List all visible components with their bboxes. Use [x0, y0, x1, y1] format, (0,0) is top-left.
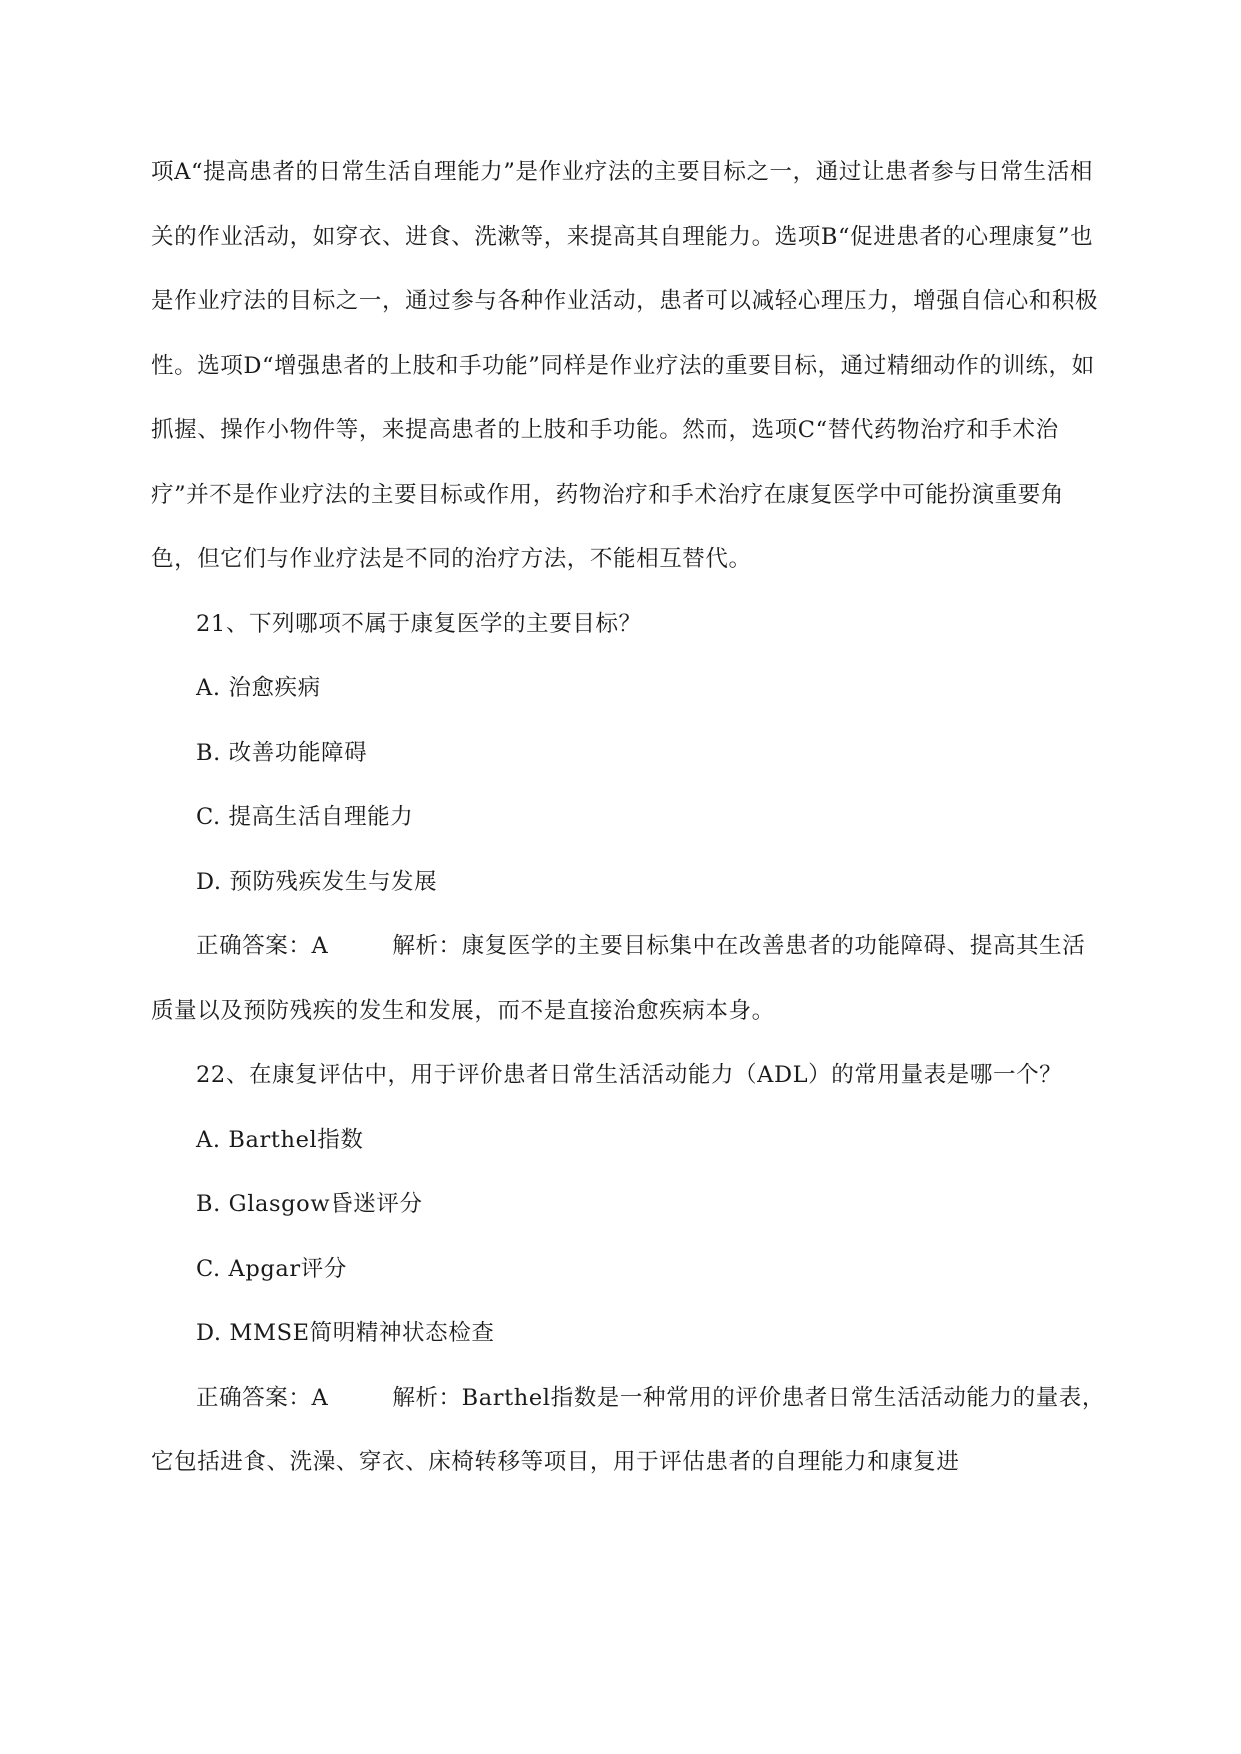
option-d: D. MMSE简明精神状态检查	[196, 1320, 495, 1346]
correct-answer: 正确答案：A	[196, 1384, 329, 1411]
question-number: 21、	[196, 610, 249, 637]
analysis-text: 解析：Barthel指数是一种常用的评价患者日常生活活动能力的量表，它包括进食、洗澡、穿衣、床椅转移等项目，用于评估患者的自理能力和康复进	[151, 1384, 1106, 1475]
option-a: A. 治愈疾病	[196, 675, 321, 701]
analysis-text: 解析：康复医学的主要目标集中在改善患者的功能障碍、提高其生活质量以及预防残疾的发生和发展，而不是直接治愈疾病本身。	[151, 933, 1086, 1024]
question-22	[151, 1043, 1106, 1495]
intro-explanation: 项A“提高患者的日常生活自理能力”是作业疗法的主要目标之一，通过让患者参与日常生活相关的作业活动，如穿衣、进食、洗漱等，来提高其自理能力。选项B“促进患者的心理康复”也是作业疗法的目标之一，通过参与各种作业活动，患者可以减轻心理压力，增强自信心和积极性。选项D“增强患者的上肢和手功能”同样是作业疗法的重要目标，通过精细动作的训练，如抓握、操作小物件等，来提高患者的上肢和手功能。然而，选项C“替代药物治疗和手术治疗”并不是作业疗法的主要目标或作用，药物治疗和手术治疗在康复医学中可能扮演重要角色，但它们与作业疗法是不同的治疗方法，不能相互替代。	[151, 159, 1099, 572]
option-b: B. 改善功能障碍	[196, 739, 368, 766]
option-b: B. Glasgow昏迷评分	[196, 1191, 423, 1217]
option-a: A. Barthel指数	[196, 1126, 364, 1153]
question-stem	[151, 1043, 1106, 1108]
question-stem	[151, 592, 1106, 657]
question-number: 22、	[196, 1062, 249, 1088]
option-c: C. Apgar评分	[196, 1255, 347, 1282]
question-text: 在康复评估中，用于评价患者日常生活活动能力（ADL）的常用量表是哪一个？	[248, 1062, 1063, 1088]
question-21	[151, 592, 1106, 1044]
option-d: D. 预防残疾发生与发展	[196, 868, 438, 895]
option-c: C. 提高生活自理能力	[196, 804, 414, 830]
answer-analysis	[151, 1366, 1106, 1495]
page-content	[151, 140, 1106, 1495]
question-text: 下列哪项不属于康复医学的主要目标？	[248, 610, 642, 637]
correct-answer: 正确答案：A	[196, 933, 329, 959]
answer-analysis	[151, 914, 1106, 1043]
